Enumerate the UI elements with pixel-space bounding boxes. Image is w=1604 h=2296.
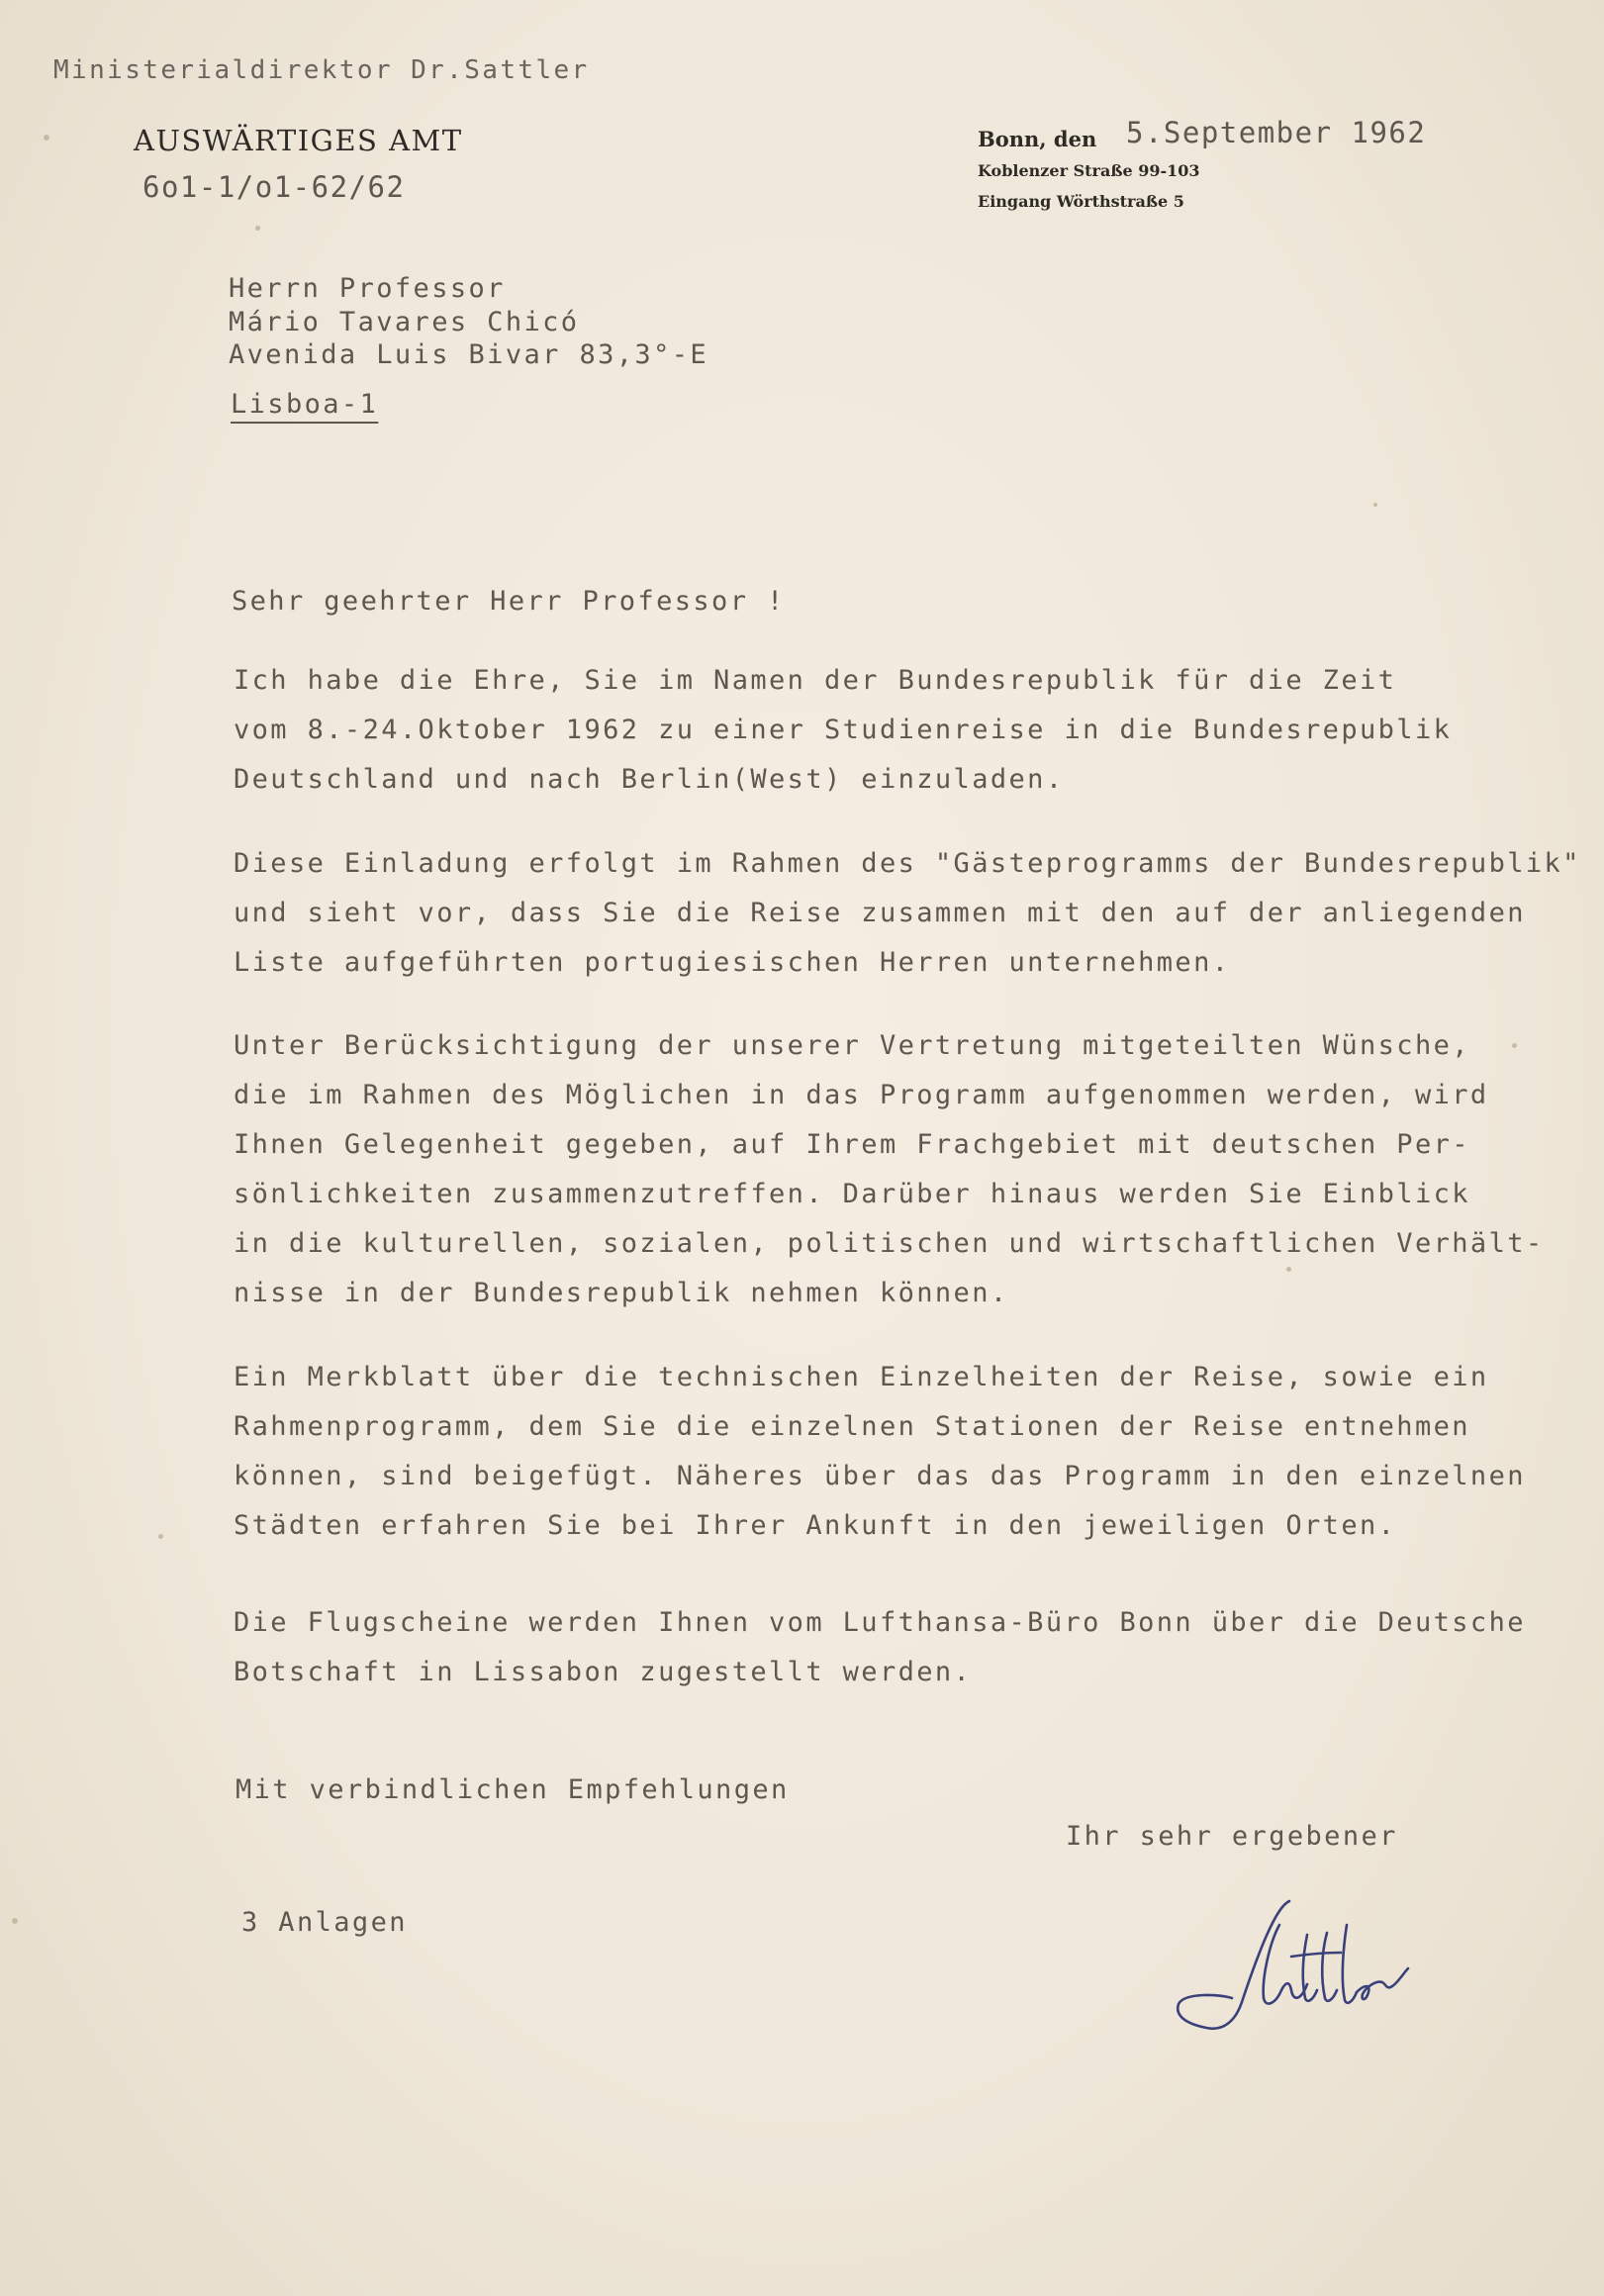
paragraph-enclosures-info: Ein Merkblatt über die technischen Einzelheiten der Reise, sowie ein Rahmenprogramm, dem Sie die einzelnen Stationen der Reise entnehmen können, sind beigefügt. Näheres über das das Programm in den einzelnen Städten erfahren Sie bei Ihrer Ankunft in den jeweiligen Orten. [234, 1362, 1526, 1541]
paper-speck [1512, 1043, 1517, 1048]
paragraph-program: Diese Einladung erfolgt im Rahmen des "Gästeprogramms der Bundesrepublik" und sieht vor, dass Sie die Reise zusammen mit den auf der anliegenden Liste aufgeführten portugiesischen Herren unternehmen. [234, 848, 1581, 978]
closing-line: Mit verbindlichen Empfehlungen [236, 1774, 790, 1805]
handwritten-signature [1173, 1895, 1415, 2034]
paper-speck [255, 226, 260, 231]
paper-speck [1373, 503, 1377, 507]
salutation: Sehr geehrter Herr Professor ! [232, 586, 786, 617]
paragraph-wishes: Unter Berücksichtigung der unserer Vertretung mitgeteilten Wünsche, die im Rahmen des Möglichen in das Programm aufgenommen werden, wird Ihnen Gelegenheit gegeben, auf Ihrem Frachgebiet mit deutschen Per- sönlichkeiten zusammenzutreffen. Darüber hinaus werden Sie Einblick in die kulturellen, sozialen, politischen und wirtschaftlichen Verhält- nisse in der Bundesrepublik nehmen können. [234, 1030, 1545, 1308]
paragraph-tickets: Die Flugscheine werden Ihnen vom Lufthansa-Büro Bonn über die Deutsche Botschaft in Lissabon zugestellt werden. [234, 1607, 1526, 1687]
reference-number: 6o1-1/o1-62/62 [142, 170, 406, 204]
paper-speck [158, 1534, 163, 1539]
complimentary-close: Ihr sehr ergebener [1066, 1821, 1398, 1852]
recipient-name: Mário Tavares Chicó [229, 307, 580, 337]
enclosures-note: 3 Anlagen [241, 1907, 408, 1938]
recipient-city: Lisboa-1 [231, 389, 379, 420]
paper-speck [44, 135, 49, 141]
office-name: AUSWÄRTIGES AMT [134, 124, 463, 157]
entrance-address: Eingang Wörthstraße 5 [978, 192, 1184, 211]
sender-line: Ministerialdirektor Dr.Sattler [53, 55, 590, 85]
paper-speck [1286, 1267, 1291, 1272]
recipient-street: Avenida Luis Bivar 83,3°-E [229, 339, 709, 370]
place-label: Bonn, den [978, 127, 1097, 151]
paper-speck [12, 1918, 18, 1924]
paragraph-invitation: Ich habe die Ehre, Sie im Namen der Bundesrepublik für die Zeit vom 8.-24.Oktober 1962 zu einer Studienreise in die Bundesrepublik Deutschland und nach Berlin(West) einzuladen. [234, 665, 1453, 795]
letter-date: 5.September 1962 [1126, 116, 1427, 149]
street-address: Koblenzer Straße 99-103 [978, 161, 1200, 180]
recipient-title: Herrn Professor [229, 273, 506, 304]
